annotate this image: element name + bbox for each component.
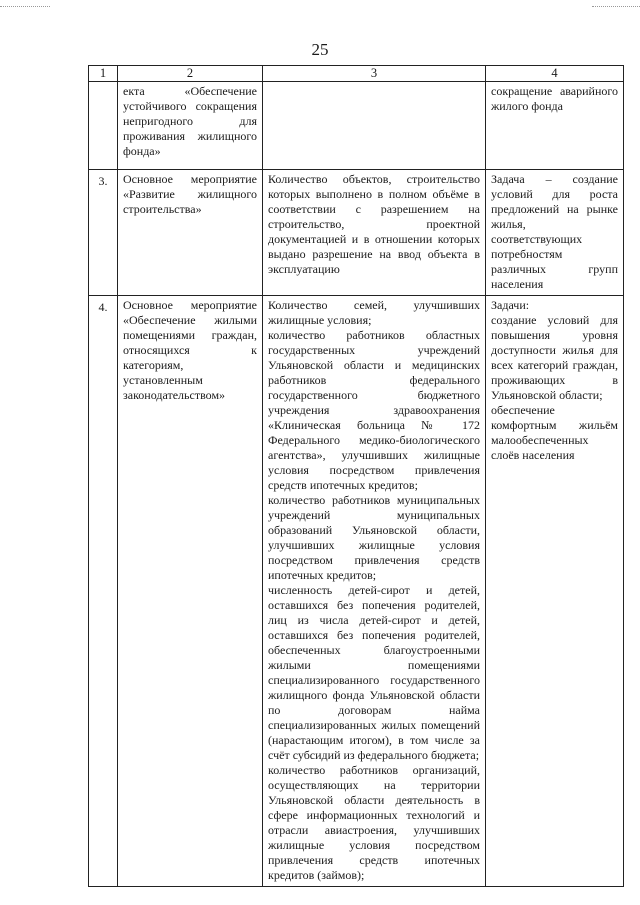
task-line: сокращение аварийного жилого фонда: [491, 84, 618, 113]
indicators-cell: [263, 82, 486, 170]
page-number: 25: [311, 40, 329, 59]
scan-edge-mark: [592, 6, 640, 8]
task-line: обеспечение комфортным жильём малообеспеченных слоёв населения: [491, 403, 618, 462]
column-number-3: 3: [263, 66, 486, 82]
task-line: создание условий для повышения уровня доступности жилья для всех категорий граждан, проживающих в Ульяновской области;: [491, 313, 618, 402]
column-number-1: 1: [89, 66, 118, 82]
tasks-cell: [486, 82, 624, 170]
program-table: [88, 65, 624, 887]
table-row: [89, 170, 624, 296]
indicator-line: Количество объектов, строительство которых выполнено в полном объёме в соответствии с разрешением на строительство, проектной документацией и в отношении которых выдано разрешение на ввод объекта в эксплуатацию: [268, 172, 480, 276]
task-line: Задача – создание условий для роста предложений на рынке жилья, соответствующих потребностям различных групп населения: [491, 172, 618, 291]
indicators-cell: [263, 296, 486, 887]
indicator-line: Количество семей, улучшивших жилищные условия;: [268, 298, 480, 327]
row-number: 3.: [89, 170, 118, 296]
indicator-line: численность детей-сирот и детей, оставшихся без попечения родителей, лиц из числа детей-сирот и детей, оставшихся без попечения родителей, обеспеченных благоустроенными жилыми помещениями специализированного государственного жилищного фонда Ульяновской области по договорам найма специализированных жилых помещений (нарастающим итогом), в том числе за счёт субсидий из федерального бюджета;: [268, 583, 480, 762]
table-row: [89, 296, 624, 887]
tasks-cell: [486, 296, 624, 887]
indicators-cell: [263, 170, 486, 296]
column-number-4: 4: [486, 66, 624, 82]
indicator-line: количество работников муниципальных учреждений муниципальных образований Ульяновской области, улучшивших жилищные условия посредством привлечения средств ипотечных кредитов;: [268, 493, 480, 582]
tasks-cell: [486, 170, 624, 296]
row-number: [89, 82, 118, 170]
event-cell: Основное мероприятие «Развитие жилищного строительства»: [118, 170, 263, 296]
event-cell: екта «Обеспечение устойчивого сокращения непригодного для проживания жилищного фонда»: [118, 82, 263, 170]
indicator-line: количество работников организаций, осуществляющих на территории Ульяновской области деятельность в сфере информационных технологий и отрасли авиастроения, улучшивших жилищные условия посредством привлечения средств ипотечных кредитов (займов);: [268, 763, 480, 882]
table-row: [89, 82, 624, 170]
task-line: Задачи:: [491, 298, 530, 312]
scan-edge-mark: [0, 6, 50, 8]
indicator-line: количество работников областных государственных учреждений Ульяновской области и медицинских работников федерального государственного бюджетного учреждения здравоохранения «Клиническая больница № 172 Федерального медико-биологического агентства», улучшивших жилищные условия посредством привлечения средств ипотечных кредитов;: [268, 328, 480, 492]
event-cell: Основное мероприятие «Обеспечение жилыми помещениями граждан, относящихся к категориям, установленным законодательством»: [118, 296, 263, 887]
table-header-row: [89, 66, 624, 82]
row-number: 4.: [89, 296, 118, 887]
column-number-2: 2: [118, 66, 263, 82]
